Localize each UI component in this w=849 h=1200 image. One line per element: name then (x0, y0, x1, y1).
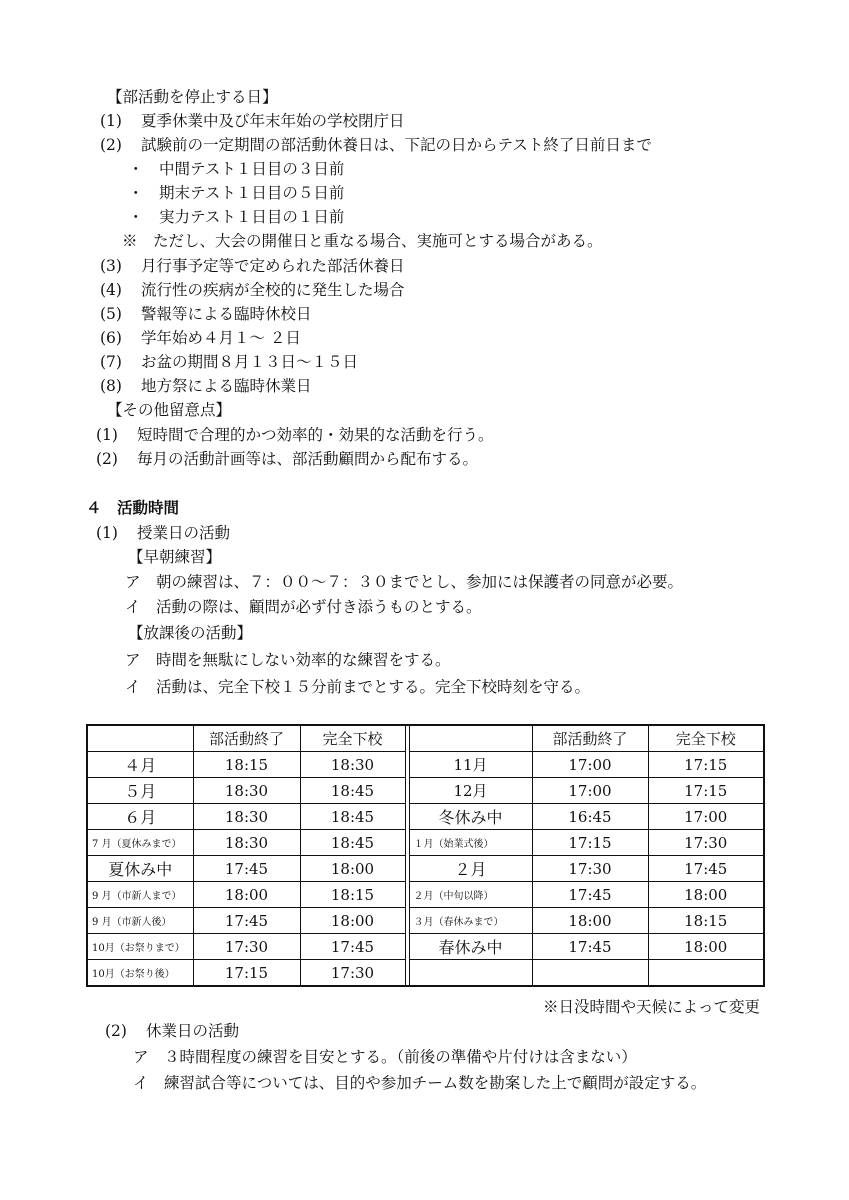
full-leave-cell: 18:45 (300, 778, 405, 804)
item-text: 休業日の活動 (146, 1022, 240, 1040)
month-cell: ６月 (87, 804, 193, 830)
item-number: (2) (96, 450, 118, 468)
item-text: 夏季休業中及び年末年始の学校閉庁日 (141, 112, 405, 130)
month-cell: 10月（お祭り後） (87, 960, 193, 987)
club-end-cell: 17:45 (532, 934, 648, 960)
full-leave-cell (648, 960, 764, 987)
month-cell: 9 月（市新人後） (87, 908, 193, 934)
test-bullet: ・ 期末テスト１日目の５日前 (128, 184, 345, 202)
month-cell: 冬休み中 (409, 804, 532, 830)
table-row (87, 934, 764, 960)
holiday-a: ア ３時間程度の練習を目安とする。（前後の準備や片付けは含まない） (133, 1048, 637, 1066)
other-note-item (96, 449, 479, 469)
month-cell: ５月 (87, 778, 193, 804)
club-end-cell: 17:30 (532, 856, 648, 882)
month-cell: 12月 (409, 778, 532, 804)
full-leave-cell: 18:45 (300, 804, 405, 830)
stop-day-item (100, 256, 405, 276)
schedule-table (86, 724, 765, 987)
full-leave-cell: 17:30 (648, 830, 764, 856)
header-full-leave: 完全下校 (300, 725, 405, 752)
table-row (87, 830, 764, 856)
table-row (87, 778, 764, 804)
item-text: 地方祭による臨時休業日 (141, 377, 312, 395)
subsection-title (105, 1021, 240, 1041)
month-cell: ３月（春休みまで） (409, 908, 532, 934)
early-practice-a: ア 朝の練習は、７：００～７：３０までとし、参加には保護者の同意が必要。 (125, 573, 684, 591)
full-leave-cell: 17:45 (648, 856, 764, 882)
item-number: (8) (100, 377, 122, 395)
month-cell (409, 960, 532, 987)
club-end-cell: 18:15 (193, 752, 300, 778)
full-leave-cell: 17:00 (648, 804, 764, 830)
month-cell: ２月（中旬以降） (409, 882, 532, 908)
full-leave-cell: 18:30 (300, 752, 405, 778)
stop-day-item (100, 135, 652, 155)
full-leave-cell: 18:00 (300, 856, 405, 882)
other-note-item (96, 425, 494, 445)
exception-note: ※ ただし、大会の開催日と重なる場合、実施可とする場合がある。 (122, 232, 603, 250)
header-blank (409, 725, 532, 752)
full-leave-cell: 17:15 (648, 752, 764, 778)
item-number: (1) (96, 524, 118, 542)
full-leave-cell: 18:15 (648, 908, 764, 934)
stop-day-item (100, 304, 312, 324)
club-end-cell: 17:45 (532, 882, 648, 908)
table-row (87, 804, 764, 830)
after-school-i: イ 活動は、完全下校１５分前までとする。完全下校時刻を守る。 (125, 678, 591, 696)
table-footnote: ※日没時間や天候によって変更 (542, 998, 760, 1016)
club-end-cell: 17:30 (193, 934, 300, 960)
header-club-end: 部活動終了 (193, 725, 300, 752)
stop-day-item (100, 111, 405, 131)
table-row (87, 960, 764, 987)
full-leave-cell: 17:15 (648, 778, 764, 804)
full-leave-cell: 18:00 (648, 934, 764, 960)
item-text: 学年始め４月１～ ２日 (141, 329, 301, 347)
full-leave-cell: 18:45 (300, 830, 405, 856)
month-cell: ４月 (87, 752, 193, 778)
month-cell: １月（始業式後） (409, 830, 532, 856)
item-number: (1) (100, 112, 122, 130)
club-end-cell: 17:15 (193, 960, 300, 987)
test-bullet: ・ 実力テスト１日目の１日前 (128, 208, 345, 226)
table-row (87, 908, 764, 934)
test-bullet: ・ 中間テスト１日目の３日前 (128, 160, 345, 178)
table-row (87, 752, 764, 778)
early-practice-heading: 【早朝練習】 (128, 548, 222, 566)
item-text: 月行事予定等で定められた部活休養日 (141, 257, 405, 275)
item-text: 毎月の活動計画等は、部活動顧問から配布する。 (137, 450, 479, 468)
month-cell: 春休み中 (409, 934, 532, 960)
item-number: (5) (100, 305, 122, 323)
month-cell: 9 月（市新人まで） (87, 882, 193, 908)
table-row (87, 882, 764, 908)
stop-day-item (100, 328, 301, 348)
table-header-row (87, 725, 764, 752)
item-text: 流行性の疾病が全校的に発生した場合 (141, 281, 405, 299)
section-title: ４ 活動時間 (86, 498, 180, 517)
stop-day-item (100, 280, 405, 300)
club-end-cell: 17:00 (532, 778, 648, 804)
item-number: (7) (100, 353, 122, 371)
item-number: (2) (100, 136, 122, 154)
month-cell: ２月 (409, 856, 532, 882)
full-leave-cell: 17:45 (300, 934, 405, 960)
subsection-title (96, 523, 231, 543)
holiday-i: イ 練習試合等については、目的や参加チーム数を勘案した上で顧問が設定する。 (133, 1074, 707, 1092)
item-text: 短時間で合理的かつ効率的・効果的な活動を行う。 (137, 426, 494, 444)
early-practice-i: イ 活動の際は、顧問が必ず付き添うものとする。 (125, 598, 482, 616)
table-row (87, 856, 764, 882)
full-leave-cell: 17:30 (300, 960, 405, 987)
club-end-cell: 18:30 (193, 778, 300, 804)
header-blank (87, 725, 193, 752)
full-leave-cell: 18:00 (300, 908, 405, 934)
month-cell: 10月（お祭りまで） (87, 934, 193, 960)
full-leave-cell: 18:00 (648, 882, 764, 908)
stop-day-item (100, 352, 359, 372)
item-text: 試験前の一定期間の部活動休養日は、下記の日からテスト終了日前日まで (141, 136, 652, 154)
club-end-cell: 18:00 (193, 882, 300, 908)
item-text: お盆の期間８月１３日～１５日 (141, 353, 359, 371)
stop-day-item (100, 376, 312, 396)
club-end-cell: 17:45 (193, 856, 300, 882)
club-end-cell: 18:00 (532, 908, 648, 934)
item-number: (3) (100, 257, 122, 275)
item-number: (1) (96, 426, 118, 444)
club-end-cell: 18:30 (193, 804, 300, 830)
item-number: (2) (105, 1022, 127, 1040)
club-end-cell: 18:30 (193, 830, 300, 856)
stop-days-heading: 【部活動を停止する日】 (107, 88, 278, 106)
header-full-leave: 完全下校 (648, 725, 764, 752)
item-number: (6) (100, 329, 122, 347)
club-end-cell (532, 960, 648, 987)
after-school-heading: 【放課後の活動】 (128, 624, 253, 642)
month-cell: 夏休み中 (87, 856, 193, 882)
full-leave-cell: 18:15 (300, 882, 405, 908)
month-cell: 11月 (409, 752, 532, 778)
item-text: 授業日の活動 (137, 524, 231, 542)
item-number: (4) (100, 281, 122, 299)
club-end-cell: 16:45 (532, 804, 648, 830)
header-club-end: 部活動終了 (532, 725, 648, 752)
month-cell: 7 月（夏休みまで） (87, 830, 193, 856)
other-notes-heading: 【その他留意点】 (107, 401, 232, 419)
club-end-cell: 17:00 (532, 752, 648, 778)
club-end-cell: 17:45 (193, 908, 300, 934)
item-text: 警報等による臨時休校日 (141, 305, 312, 323)
club-end-cell: 17:15 (532, 830, 648, 856)
after-school-a: ア 時間を無駄にしない効率的な練習をする。 (125, 651, 451, 669)
